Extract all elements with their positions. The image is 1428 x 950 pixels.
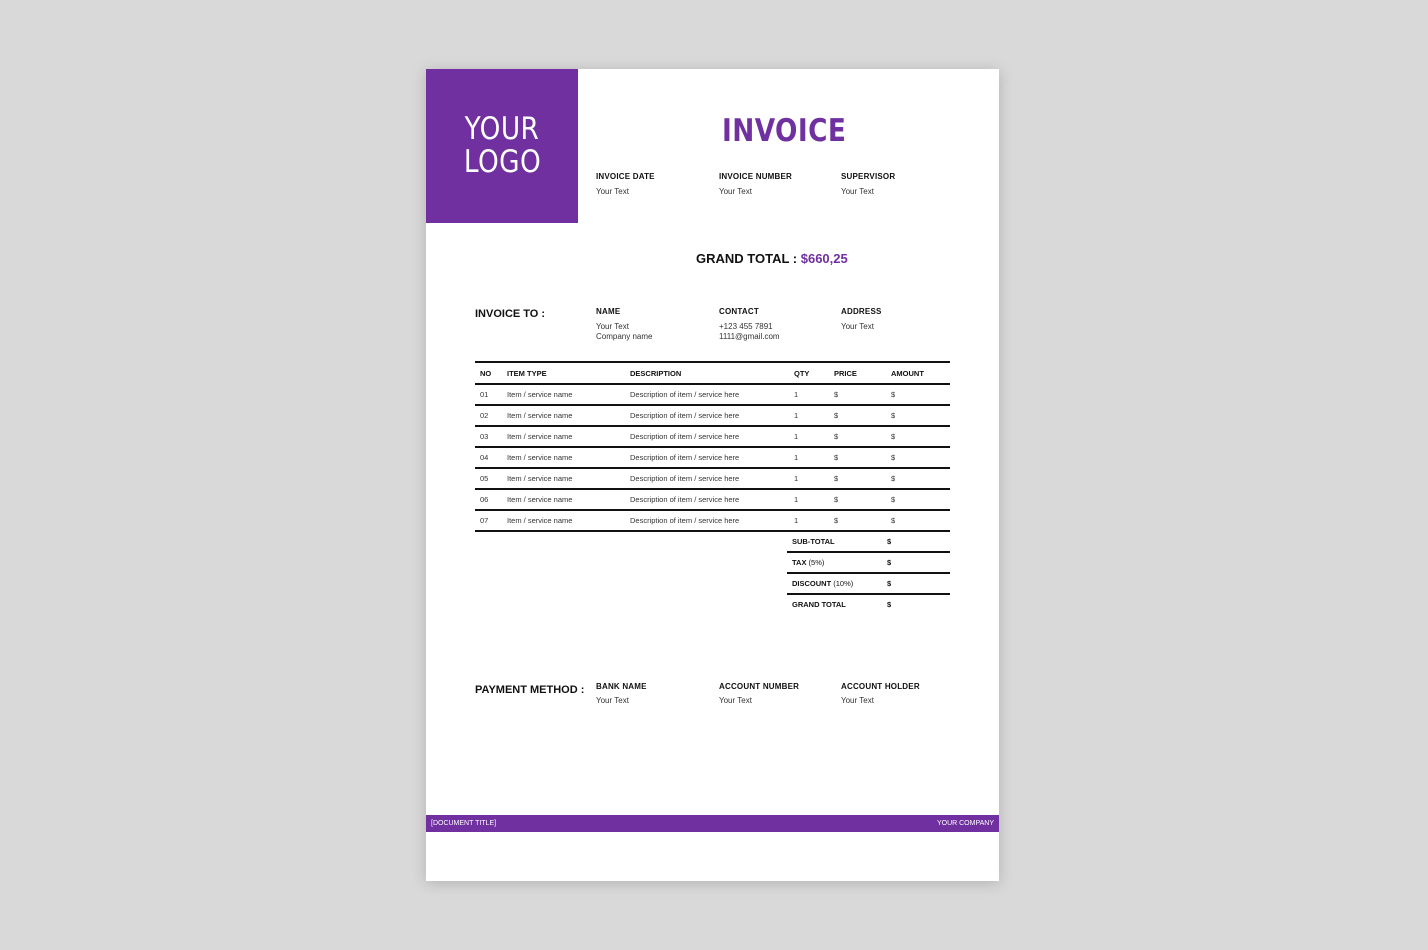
col-header-description: DESCRIPTION xyxy=(625,362,789,384)
account-holder-label: ACCOUNT HOLDER xyxy=(841,682,920,691)
items-table xyxy=(475,361,950,532)
cell-qty: 1 xyxy=(789,510,829,531)
subtotal-row xyxy=(787,532,950,552)
cell-no: 03 xyxy=(475,426,502,447)
discount-rate: (10%) xyxy=(833,579,854,588)
table-row xyxy=(475,447,950,468)
col-header-item-type: ITEM TYPE xyxy=(502,362,625,384)
tax-label: TAX xyxy=(792,558,807,567)
discount-label: DISCOUNT xyxy=(792,579,832,588)
table-row xyxy=(475,405,950,426)
grand-total-summary xyxy=(696,251,848,266)
cell-price: $ xyxy=(829,384,886,405)
cell-qty: 1 xyxy=(789,447,829,468)
cell-description: Description of item / service here xyxy=(625,384,789,405)
logo-placeholder xyxy=(426,69,578,223)
cell-item-type: Item / service name xyxy=(502,447,625,468)
account-holder-value: Your Text xyxy=(841,696,874,705)
address-label: ADDRESS xyxy=(841,307,882,316)
cell-description: Description of item / service here xyxy=(625,426,789,447)
grand-total-row-value: $ xyxy=(887,600,892,609)
bank-name-label: BANK NAME xyxy=(596,682,647,691)
grand-total-label: GRAND TOTAL : xyxy=(696,251,798,266)
invoice-title: INVOICE xyxy=(722,113,847,149)
contact-phone: +123 455 7891 xyxy=(719,322,773,331)
address-value: Your Text xyxy=(841,322,874,331)
invoice-to-heading: INVOICE TO : xyxy=(475,308,546,320)
col-header-qty: QTY xyxy=(789,362,829,384)
cell-amount: $ xyxy=(886,405,950,426)
supervisor-label: SUPERVISOR xyxy=(841,172,896,181)
logo-line-2: LOGO xyxy=(463,144,541,180)
subtotal-label: SUB-TOTAL xyxy=(787,532,882,552)
cell-item-type: Item / service name xyxy=(502,426,625,447)
discount-value: $ xyxy=(882,573,950,594)
cell-item-type: Item / service name xyxy=(502,405,625,426)
tax-rate: (5%) xyxy=(808,558,825,567)
table-row xyxy=(475,384,950,405)
cell-description: Description of item / service here xyxy=(625,510,789,531)
totals-table xyxy=(787,532,950,614)
cell-no: 06 xyxy=(475,489,502,510)
cell-amount: $ xyxy=(886,489,950,510)
col-header-amount: AMOUNT xyxy=(886,362,950,384)
cell-qty: 1 xyxy=(789,489,829,510)
account-number-value: Your Text xyxy=(719,696,752,705)
invoice-date-value: Your Text xyxy=(596,187,629,196)
subtotal-value: $ xyxy=(882,532,950,552)
invoice-date-label: INVOICE DATE xyxy=(596,172,655,181)
grand-total-row xyxy=(787,594,950,614)
logo-line-1: YOUR xyxy=(464,111,540,147)
cell-price: $ xyxy=(829,426,886,447)
discount-label-cell xyxy=(787,573,882,594)
name-value: Your Text xyxy=(596,322,629,331)
table-row xyxy=(475,510,950,531)
cell-price: $ xyxy=(829,489,886,510)
grand-total-row-label: GRAND TOTAL xyxy=(792,600,846,609)
cell-item-type: Item / service name xyxy=(502,510,625,531)
table-row xyxy=(475,468,950,489)
invoice-page xyxy=(426,69,999,881)
cell-price: $ xyxy=(829,468,886,489)
table-row xyxy=(475,489,950,510)
cell-amount: $ xyxy=(886,447,950,468)
cell-price: $ xyxy=(829,510,886,531)
invoice-number-label: INVOICE NUMBER xyxy=(719,172,793,181)
cell-description: Description of item / service here xyxy=(625,489,789,510)
cell-amount: $ xyxy=(886,384,950,405)
cell-amount: $ xyxy=(886,468,950,489)
contact-label: CONTACT xyxy=(719,307,759,316)
cell-qty: 1 xyxy=(789,405,829,426)
cell-qty: 1 xyxy=(789,468,829,489)
cell-price: $ xyxy=(829,405,886,426)
supervisor-value: Your Text xyxy=(841,187,874,196)
cell-qty: 1 xyxy=(789,426,829,447)
tax-row xyxy=(787,552,950,573)
cell-description: Description of item / service here xyxy=(625,405,789,426)
col-header-price: PRICE xyxy=(829,362,886,384)
col-header-no: NO xyxy=(475,362,502,384)
tax-value: $ xyxy=(882,552,950,573)
cell-description: Description of item / service here xyxy=(625,468,789,489)
cell-description: Description of item / service here xyxy=(625,447,789,468)
grand-total-amount: $660,25 xyxy=(800,251,848,266)
cell-no: 01 xyxy=(475,384,502,405)
invoice-number-value: Your Text xyxy=(719,187,752,196)
footer-bar xyxy=(426,815,999,832)
cell-no: 02 xyxy=(475,405,502,426)
cell-item-type: Item / service name xyxy=(502,468,625,489)
cell-no: 04 xyxy=(475,447,502,468)
cell-qty: 1 xyxy=(789,384,829,405)
table-header-row xyxy=(475,362,950,384)
cell-no: 05 xyxy=(475,468,502,489)
contact-email: 1111@gmail.com xyxy=(719,332,780,341)
footer-document-title: [DOCUMENT TITLE] xyxy=(431,820,497,827)
cell-item-type: Item / service name xyxy=(502,384,625,405)
cell-amount: $ xyxy=(886,510,950,531)
discount-row xyxy=(787,573,950,594)
account-number-label: ACCOUNT NUMBER xyxy=(719,682,800,691)
name-label: NAME xyxy=(596,307,621,316)
cell-no: 07 xyxy=(475,510,502,531)
company-name-value: Company name xyxy=(596,332,653,341)
tax-label-cell xyxy=(787,552,882,573)
cell-amount: $ xyxy=(886,426,950,447)
payment-method-heading: PAYMENT METHOD : xyxy=(475,684,585,696)
footer-company: YOUR COMPANY xyxy=(936,820,994,827)
bank-name-value: Your Text xyxy=(596,696,629,705)
cell-item-type: Item / service name xyxy=(502,489,625,510)
table-row xyxy=(475,426,950,447)
cell-price: $ xyxy=(829,447,886,468)
